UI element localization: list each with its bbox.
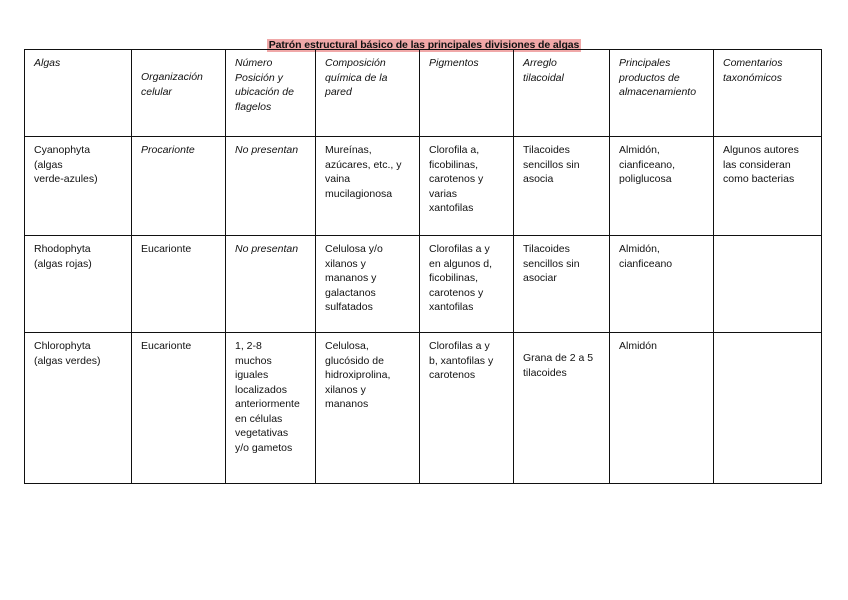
header-organizacion-celular: Organización celular <box>132 50 226 137</box>
cell-tilacoidal: Grana de 2 a 5 tilacoides <box>514 333 610 484</box>
cell-comentarios <box>714 236 822 333</box>
cell-algas: Chlorophyta (algas verdes) <box>25 333 132 484</box>
header-composicion-pared: Composición química de la pared <box>316 50 420 137</box>
cell-flagelos: No presentan <box>226 137 316 236</box>
table-row <box>25 236 822 333</box>
cell-pared: Mureínas, azúcares, etc., y vaina mucilagionosa <box>316 137 420 236</box>
algae-table <box>24 49 822 484</box>
cell-pared: Celulosa y/o xilanos y mananos y galactanos sulfatados <box>316 236 420 333</box>
table-row <box>25 333 822 484</box>
cell-organizacion: Procarionte <box>132 137 226 236</box>
header-row <box>25 50 822 137</box>
cell-comentarios <box>714 333 822 484</box>
cell-almacenamiento: Almidón <box>610 333 714 484</box>
cell-pigmentos: Clorofilas a y b, xantofilas y carotenos <box>420 333 514 484</box>
cell-pared: Celulosa, glucósido de hidroxiprolina, xilanos y mananos <box>316 333 420 484</box>
cell-organizacion: Eucarionte <box>132 333 226 484</box>
header-comentarios: Comentarios taxonómicos <box>714 50 822 137</box>
cell-pigmentos: Clorofila a, ficobilinas, carotenos y varias xantofilas <box>420 137 514 236</box>
table-title: Patrón estructural básico de las principales divisiones de algas <box>268 39 580 51</box>
cell-algas: Rhodophyta (algas rojas) <box>25 236 132 333</box>
cell-almacenamiento: Almidón, cianficeano, poliglucosa <box>610 137 714 236</box>
table-row <box>25 137 822 236</box>
cell-pigmentos: Clorofilas a y en algunos d, ficobilinas, carotenos y xantofilas <box>420 236 514 333</box>
header-arreglo-tilacoidal: Arreglo tilacoidal <box>514 50 610 137</box>
cell-organizacion: Eucarionte <box>132 236 226 333</box>
cell-flagelos: 1, 2-8 muchos iguales localizados anteriormente en células vegetativas y/o gametos <box>226 333 316 484</box>
cell-tilacoidal: Tilacoides sencillos sin asocia <box>514 137 610 236</box>
header-algas: Algas <box>25 50 132 137</box>
cell-tilacoidal: Tilacoides sencillos sin asociar <box>514 236 610 333</box>
cell-algas: Cyanophyta (algas verde-azules) <box>25 137 132 236</box>
header-productos-almacenamiento: Principales productos de almacenamiento <box>610 50 714 137</box>
header-pigmentos: Pigmentos <box>420 50 514 137</box>
cell-almacenamiento: Almidón, cianficeano <box>610 236 714 333</box>
header-flagelos: Número Posición y ubicación de flagelos <box>226 50 316 137</box>
cell-comentarios: Algunos autores las consideran como bacterias <box>714 137 822 236</box>
cell-flagelos: No presentan <box>226 236 316 333</box>
